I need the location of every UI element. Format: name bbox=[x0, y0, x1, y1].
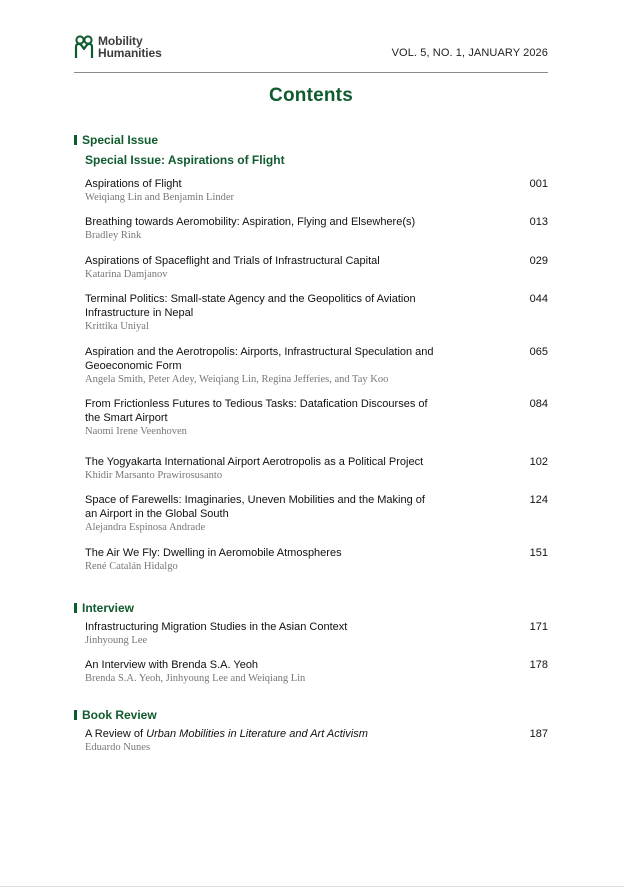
toc-entry[interactable] bbox=[85, 292, 548, 334]
entry-title: Aspirations of Spaceflight and Trials of Infrastructural Capital bbox=[85, 255, 380, 267]
section-marker bbox=[74, 603, 77, 613]
header-divider bbox=[74, 72, 548, 73]
entry-authors: Alejandra Espinosa Andrade bbox=[85, 522, 206, 533]
entry-authors: Bradley Rink bbox=[85, 230, 142, 241]
section-marker bbox=[74, 135, 77, 145]
entry-page-number: 013 bbox=[529, 216, 548, 228]
entry-title: Terminal Politics: Small-state Agency and the Geopolitics of Aviation Infrastructure in Nepal bbox=[85, 293, 416, 319]
entry-page-number: 084 bbox=[529, 398, 548, 410]
entry-page-number: 171 bbox=[529, 621, 548, 633]
toc-entry[interactable] bbox=[85, 658, 548, 686]
section-label: Interview bbox=[82, 601, 135, 615]
entry-title: Infrastructuring Migration Studies in the Asian Context bbox=[85, 621, 348, 633]
logo-line-1: Mobility bbox=[98, 34, 143, 48]
entry-title: The Air We Fly: Dwelling in Aeromobile Atmospheres bbox=[85, 547, 342, 559]
entry-authors: Jinhyoung Lee bbox=[85, 635, 148, 646]
entry-page-number: 102 bbox=[529, 456, 548, 468]
subsection-heading: Special Issue: Aspirations of Flight bbox=[85, 153, 285, 167]
entry-authors: Eduardo Nunes bbox=[85, 742, 151, 753]
entry-title: Aspiration and the Aerotropolis: Airports, Infrastructural Speculation and Geoeconomic Form bbox=[85, 346, 434, 372]
entry-title: Space of Farewells: Imaginaries, Uneven Mobilities and the Making of an Airport in the Global South bbox=[85, 494, 425, 520]
section-label: Book Review bbox=[82, 708, 157, 722]
toc-entry[interactable] bbox=[85, 254, 548, 282]
toc-entry[interactable] bbox=[85, 345, 548, 387]
logo-line-2: Humanities bbox=[98, 46, 162, 60]
toc-entry[interactable] bbox=[85, 397, 548, 439]
entry-authors: Angela Smith, Peter Adey, Weiqiang Lin, Regina Jefferies, and Tay Koo bbox=[85, 374, 389, 385]
entry-authors: Weiqiang Lin and Benjamin Linder bbox=[85, 192, 235, 203]
entry-authors: Brenda S.A. Yeoh, Jinhyoung Lee and Weiqiang Lin bbox=[85, 673, 306, 684]
toc-entry[interactable] bbox=[85, 727, 548, 755]
toc-entry[interactable] bbox=[85, 215, 548, 243]
section-marker bbox=[74, 710, 77, 720]
entry-title bbox=[85, 727, 440, 741]
page-bottom-edge bbox=[0, 886, 624, 887]
entry-authors: René Catalán Hidalgo bbox=[85, 561, 178, 572]
volume-issue-date: VOL. 5, NO. 1, JANUARY 2026 bbox=[391, 47, 548, 59]
section-label: Special Issue bbox=[82, 133, 159, 147]
journal-logo bbox=[74, 35, 162, 59]
entry-authors: Krittika Uniyal bbox=[85, 321, 149, 332]
section-heading-book-review bbox=[74, 708, 157, 722]
page-title: Contents bbox=[269, 85, 353, 106]
page-header bbox=[74, 35, 548, 65]
toc-entry[interactable] bbox=[85, 177, 548, 205]
entry-page-number: 044 bbox=[529, 293, 548, 305]
entry-title: Breathing towards Aeromobility: Aspiration, Flying and Elsewhere(s) bbox=[85, 216, 416, 228]
logo-wordmark bbox=[98, 35, 162, 59]
toc-entry[interactable] bbox=[85, 493, 548, 535]
toc-entry[interactable] bbox=[85, 620, 548, 648]
entry-authors: Katarina Damjanov bbox=[85, 269, 168, 280]
entry-page-number: 178 bbox=[529, 659, 548, 671]
entry-title: The Yogyakarta International Airport Aerotropolis as a Political Project bbox=[85, 456, 424, 468]
section-heading-interview bbox=[74, 601, 134, 615]
entry-page-number: 187 bbox=[529, 728, 548, 740]
entry-title: From Frictionless Futures to Tedious Tasks: Datafication Discourses of the Smart Airport bbox=[85, 398, 428, 424]
entry-title: Aspirations of Flight bbox=[85, 178, 182, 190]
section-heading-special-issue bbox=[74, 133, 158, 147]
mobility-humanities-logo-icon bbox=[74, 35, 94, 59]
entry-title: An Interview with Brenda S.A. Yeoh bbox=[85, 659, 259, 671]
entry-page-number: 029 bbox=[529, 255, 548, 267]
toc-entry[interactable] bbox=[85, 455, 548, 483]
toc-entry[interactable] bbox=[85, 546, 548, 574]
entry-page-number: 151 bbox=[529, 547, 548, 559]
entry-authors: Naomi Irene Veenhoven bbox=[85, 426, 187, 437]
entry-authors: Khidir Marsanto Prawirosusanto bbox=[85, 470, 223, 481]
entry-page-number: 065 bbox=[529, 346, 548, 358]
entry-title-prefix: A Review of bbox=[85, 728, 147, 740]
entry-page-number: 124 bbox=[529, 494, 548, 506]
entry-page-number: 001 bbox=[529, 178, 548, 190]
entry-title-book: Urban Mobilities in Literature and Art Activism bbox=[146, 728, 368, 740]
